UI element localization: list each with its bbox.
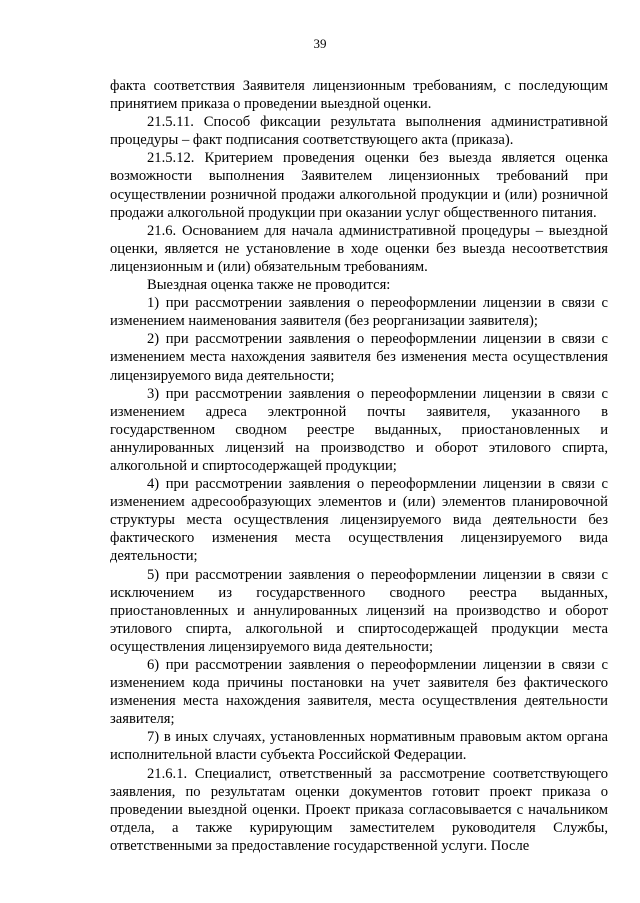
list-item-3: 3) при рассмотрении заявления о переоформлении лицензии в связи с изменением адреса электронной почты заявителя, указанного в государственном сводном реестре выданных, приостановленных и аннулированных лицензий на производство и оборот этилового спирта, алкогольной и спиртосодержащей продукции; [110,385,608,474]
paragraph-21-5-12: 21.5.12. Критерием проведения оценки без выезда является оценка возможности выполнения Заявителем лицензионных требований при осуществлении розничной продажи алкогольной продукции и (или) розничной продажи алкогольной продукции при оказании услуг общественного питания. [110,150,608,221]
paragraph-continuation: факта соответствия Заявителя лицензионным требованиям, с последующим принятием приказа о проведении выездной оценки. [110,78,608,113]
document-body [110,77,608,855]
list-item-5: 5) при рассмотрении заявления о переоформлении лицензии в связи с исключением из государственного сводного реестра выданных, приостановленных и аннулированных лицензий на производство и оборот этилового спирта, алкогольной и спиртосодержащей продукции места осуществления лицензируемого вида деятельности; [110,566,608,655]
list-item-4: 4) при рассмотрении заявления о переоформлении лицензии в связи с изменением адресообразующих элементов и (или) элементов планировочной структуры места осуществления лицензируемого вида деятельности без фактического изменения места осуществления лицензируемого вида деятельности; [110,476,608,565]
list-item-1: 1) при рассмотрении заявления о переоформлении лицензии в связи с изменением наименования заявителя (без реорганизации заявителя); [110,295,608,330]
paragraph-21-6: 21.6. Основанием для начала административной процедуры – выездной оценки, является не установление в ходе оценки без выезда несоответствия лицензионным и (или) обязательным требованиям. [110,222,608,275]
paragraph-exceptions-intro: Выездная оценка также не проводится: [147,277,391,294]
list-item-7: 7) в иных случаях, установленных нормативным правовым актом органа исполнительной власти субъекта Российской Федерации. [110,729,608,764]
list-item-2: 2) при рассмотрении заявления о переоформлении лицензии в связи с изменением места нахождения заявителя без изменения места осуществления лицензируемого вида деятельности; [110,331,608,384]
paragraph-21-6-1: 21.6.1. Специалист, ответственный за рассмотрение соответствующего заявления, по результатам оценки документов готовит проект приказа о проведении выездной оценки. Проект приказа согласовывается с начальником отдела, а также курирующим заместителем руководителя Службы, ответственными за предоставление государственной услуги. После [110,765,608,854]
page-number: 39 [313,36,327,51]
list-item-6: 6) при рассмотрении заявления о переоформлении лицензии в связи с изменением кода причины постановки на учет заявителя без фактического изменения места нахождения заявителя, места осуществления деятельности заявителя; [110,657,608,728]
paragraph-21-5-11: 21.5.11. Способ фиксации результата выполнения административной процедуры – факт подписания соответствующего акта (приказа). [110,114,608,149]
